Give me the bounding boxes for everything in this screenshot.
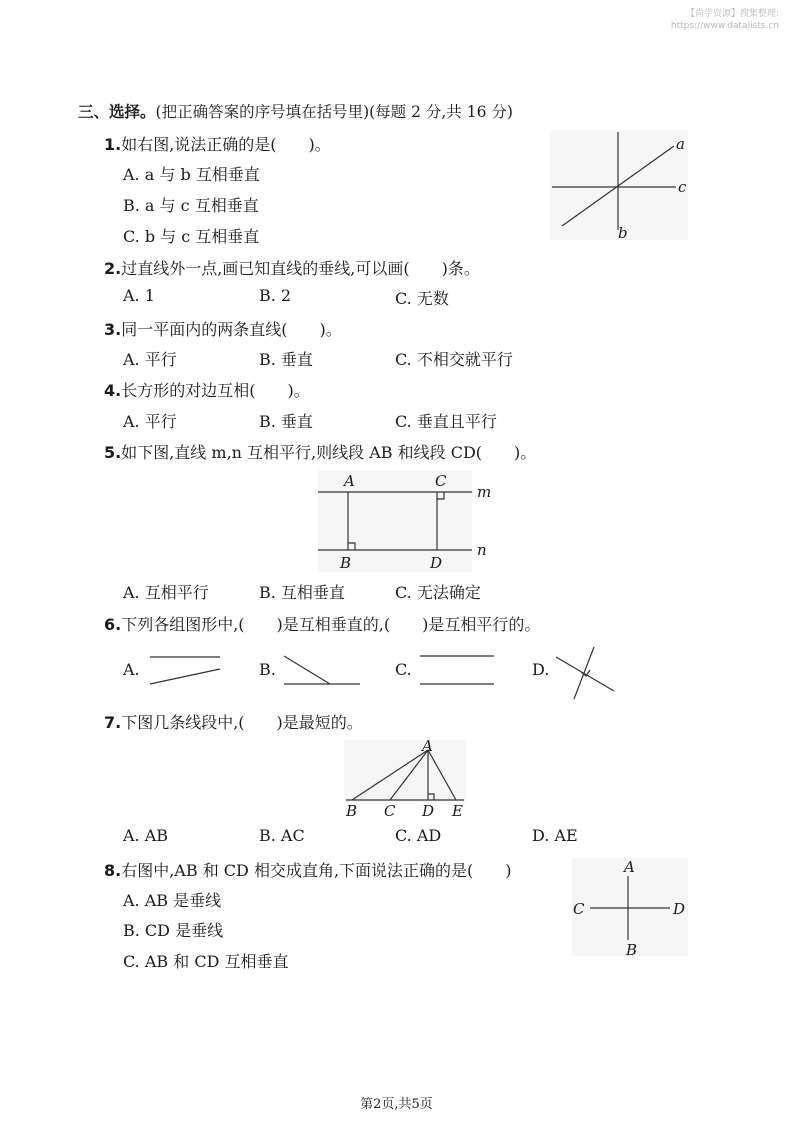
option-5a: A. 互相平行: [123, 583, 209, 602]
question-number: 2.: [104, 259, 122, 278]
section-instruction: (把正确答案的序号填在括号里)(每题 2 分,共 16 分): [155, 103, 513, 121]
option-2a: A. 1: [123, 286, 155, 305]
option-8c: C. AB 和 CD 互相垂直: [123, 952, 289, 971]
figure-6d: [550, 645, 620, 701]
option-7c: C. AD: [395, 826, 442, 845]
option-2c: C. 无数: [395, 289, 449, 308]
watermark-line-2: https://www.datalists.cn: [670, 21, 779, 31]
label-C: C: [573, 900, 585, 918]
label-n: n: [477, 541, 487, 559]
option-7b: B. AC: [259, 826, 305, 845]
label-a: a: [676, 135, 685, 153]
option-1a: A. a 与 b 互相垂直: [123, 165, 260, 184]
option-3a: A. 平行: [123, 350, 177, 369]
question-text: 同一平面内的两条直线( )。: [121, 320, 342, 339]
section-heading: [78, 100, 513, 122]
question-8: [104, 858, 512, 881]
option-5b: B. 互相垂直: [259, 583, 345, 602]
label-D: D: [430, 554, 443, 572]
question-7: [104, 710, 363, 733]
question-number: 8.: [104, 861, 122, 880]
option-2b: B. 2: [259, 286, 292, 305]
option-6b-label: B.: [259, 660, 276, 679]
option-8b: B. CD 是垂线: [123, 921, 224, 940]
option-6a-label: A.: [123, 660, 140, 679]
label-E: E: [452, 802, 463, 820]
label-b: b: [618, 224, 628, 242]
figure-6b: [280, 650, 366, 690]
label-D: D: [673, 900, 686, 918]
question-text: 过直线外一点,画已知直线的垂线,可以画( )条。: [121, 259, 480, 278]
line-6d-a: [556, 657, 614, 691]
figure-q1: [550, 130, 690, 242]
page-footer: 第2页,共5页: [360, 1097, 433, 1112]
question-number: 4.: [104, 381, 122, 400]
question-3: [104, 317, 342, 340]
option-6d-label: D.: [532, 660, 550, 679]
question-number: 6.: [104, 615, 122, 634]
line-6b-slant: [284, 656, 330, 684]
label-B: B: [346, 802, 358, 820]
label-C: C: [435, 472, 447, 490]
label-B: B: [340, 554, 352, 572]
option-4c: C. 垂直且平行: [395, 412, 497, 431]
label-m: m: [477, 483, 492, 501]
section-title: 三、选择。: [78, 103, 156, 121]
question-6: [104, 612, 540, 635]
watermark: [671, 8, 779, 32]
line-6a-bottom: [150, 669, 220, 684]
figure-q8: [570, 856, 694, 960]
label-c: c: [678, 178, 687, 196]
question-text: 如右图,说法正确的是( )。: [121, 135, 331, 154]
watermark-line-1: 【尚学资源】搜集整理:: [685, 9, 779, 19]
label-D: D: [422, 802, 435, 820]
question-5: [104, 440, 536, 463]
option-1b: B. a 与 c 互相垂直: [123, 196, 259, 215]
right-angle-mark-6d: [581, 670, 590, 676]
option-8a: A. AB 是垂线: [123, 891, 222, 910]
option-1c: C. b 与 c 互相垂直: [123, 227, 260, 246]
figure-q7: [340, 738, 470, 820]
option-6c-label: C.: [395, 660, 412, 679]
label-A: A: [624, 858, 635, 876]
question-number: 5.: [104, 443, 122, 462]
label-B: B: [626, 941, 638, 959]
question-number: 7.: [104, 713, 122, 732]
question-number: 3.: [104, 320, 122, 339]
question-text: 下图几条线段中,( )是最短的。: [121, 713, 363, 732]
figure-6a: [146, 650, 226, 690]
option-4a: A. 平行: [123, 412, 177, 431]
question-text: 下列各组图形中,( )是互相垂直的,( )是互相平行的。: [121, 615, 541, 634]
question-number: 1.: [104, 135, 122, 154]
option-7a: A. AB: [123, 826, 169, 845]
option-4b: B. 垂直: [259, 412, 313, 431]
figure-q5: [314, 470, 494, 574]
label-C: C: [384, 802, 396, 820]
question-1: [104, 132, 331, 155]
option-5c: C. 无法确定: [395, 583, 481, 602]
line-6d-b: [574, 647, 594, 699]
question-text: 长方形的对边互相( )。: [121, 381, 310, 400]
question-4: [104, 378, 310, 401]
label-A: A: [344, 472, 355, 490]
question-text: 如下图,直线 m,n 互相平行,则线段 AB 和线段 CD( )。: [121, 443, 537, 462]
question-2: [104, 256, 480, 279]
option-3c: C. 不相交就平行: [395, 350, 513, 369]
question-text: 右图中,AB 和 CD 相交成直角,下面说法正确的是( ): [121, 861, 512, 880]
label-A: A: [422, 738, 433, 755]
figure-6c: [416, 650, 500, 690]
option-3b: B. 垂直: [259, 350, 313, 369]
option-7d: D. AE: [532, 826, 578, 845]
